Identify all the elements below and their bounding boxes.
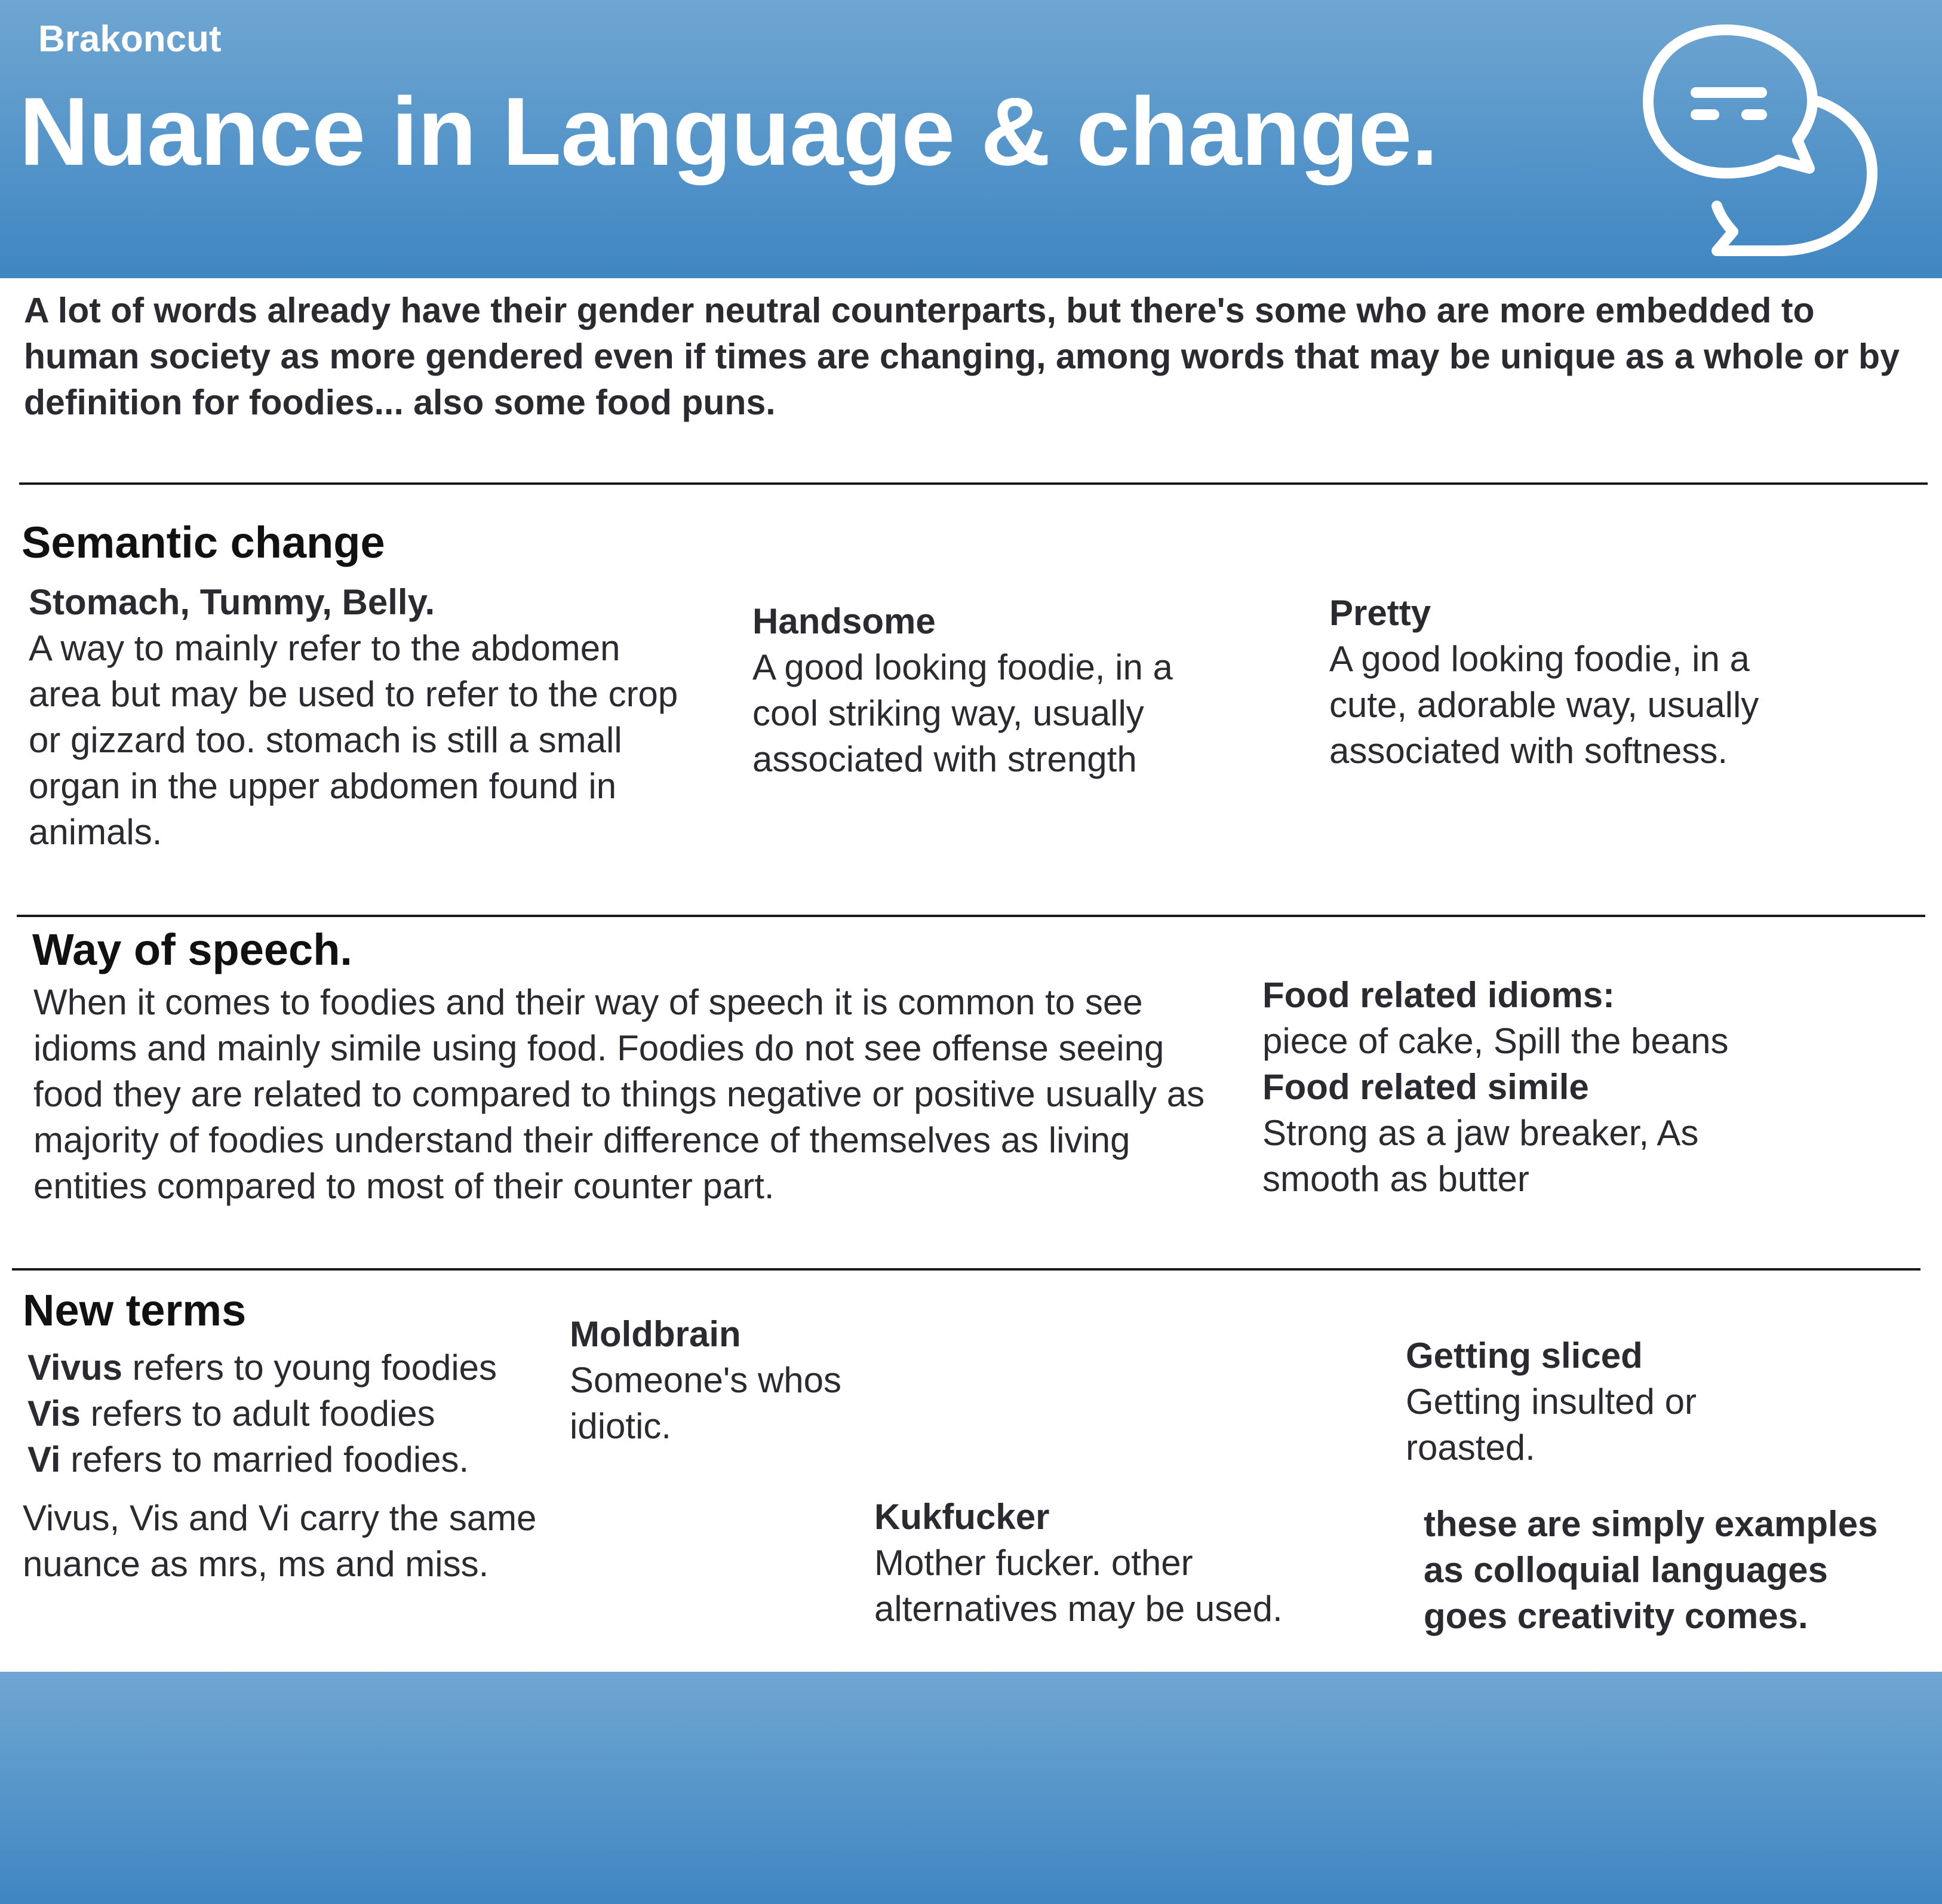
honorific-vis — [27, 1391, 565, 1437]
term-label: Kukfucker — [874, 1497, 1050, 1537]
honorific-note: Vivus, Vis and Vi carry the same nuance as mrs, ms and miss. — [23, 1498, 537, 1584]
term-kukfucker — [874, 1494, 1340, 1632]
term-definition: A good looking foodie, in a cute, adorable way, usually associated with softness. — [1329, 639, 1759, 771]
term-definition: Someone's whos idiotic. — [570, 1360, 842, 1446]
brand-name: Brakoncut — [38, 19, 222, 60]
simile-label: Food related simile — [1262, 1067, 1589, 1107]
term-label: Getting sliced — [1406, 1336, 1643, 1376]
term-label: Moldbrain — [570, 1314, 741, 1354]
honorific-meaning: refers to young foodies — [122, 1348, 497, 1388]
term-definition: A good looking foodie, in a cool striking way, usually associated with strength — [752, 647, 1173, 779]
honorific-word: Vi — [27, 1439, 61, 1479]
closing-note: these are simply examples as colloquial languages goes creativity comes. — [1424, 1504, 1878, 1636]
honorifics-list — [27, 1345, 565, 1482]
term-label: Pretty — [1329, 593, 1431, 633]
semantic-item-handsome — [752, 598, 1206, 782]
section-title-new-terms: New terms — [23, 1285, 247, 1335]
honorific-vivus — [27, 1345, 565, 1391]
semantic-item-stomach — [29, 579, 686, 855]
intro-paragraph: A lot of words already have their gender neutral counterparts, but there's some who are more embedded to human society as more gendered even if times are changing, among words that may be unique as a whole or by definition for foodies... also some food puns. — [24, 291, 1900, 422]
divider — [17, 915, 1925, 917]
speech-paragraph: When it comes to foodies and their way of speech it is common to see idioms and mainly simile using food. Foodies do not see offense seeing food they are related to compared to things negative or positive usually as majority of foodies understand their difference of themselves as living entities compared to most of their counter part. — [33, 982, 1205, 1206]
term-label: Handsome — [752, 601, 936, 641]
speech-examples — [1262, 972, 1776, 1202]
footer-banner — [0, 1672, 1942, 1904]
term-label: Stomach, Tummy, Belly. — [29, 582, 435, 622]
term-getting-sliced — [1406, 1333, 1788, 1471]
term-definition: A way to mainly refer to the abdomen area but may be used to refer to the crop or gizzard too. stomach is still a small organ in the upper abdomen found in animals. — [29, 628, 678, 852]
term-definition: Mother fucker. other alternatives may be used. — [874, 1543, 1283, 1629]
honorific-word: Vis — [27, 1394, 81, 1434]
term-moldbrain — [570, 1311, 928, 1449]
idioms-label: Food related idioms: — [1262, 975, 1615, 1015]
semantic-item-pretty — [1329, 590, 1783, 774]
divider — [12, 1268, 1921, 1271]
honorific-vi — [27, 1437, 565, 1482]
chat-bubbles-icon — [1636, 12, 1887, 263]
honorific-meaning: refers to married foodies. — [60, 1439, 469, 1479]
page-title: Nuance in Language & change. — [19, 78, 1438, 186]
divider — [19, 482, 1928, 485]
section-title-way-of-speech: Way of speech. — [32, 925, 352, 974]
section-title-semantic-change: Semantic change — [21, 518, 385, 567]
header-banner — [0, 0, 1942, 278]
term-definition: Getting insulted or roasted. — [1406, 1382, 1697, 1468]
simile-text: Strong as a jaw breaker, As smooth as butter — [1262, 1113, 1699, 1199]
honorific-meaning: refers to adult foodies — [80, 1394, 435, 1434]
idioms-text: piece of cake, Spill the beans — [1262, 1021, 1729, 1061]
honorific-word: Vivus — [27, 1348, 122, 1388]
